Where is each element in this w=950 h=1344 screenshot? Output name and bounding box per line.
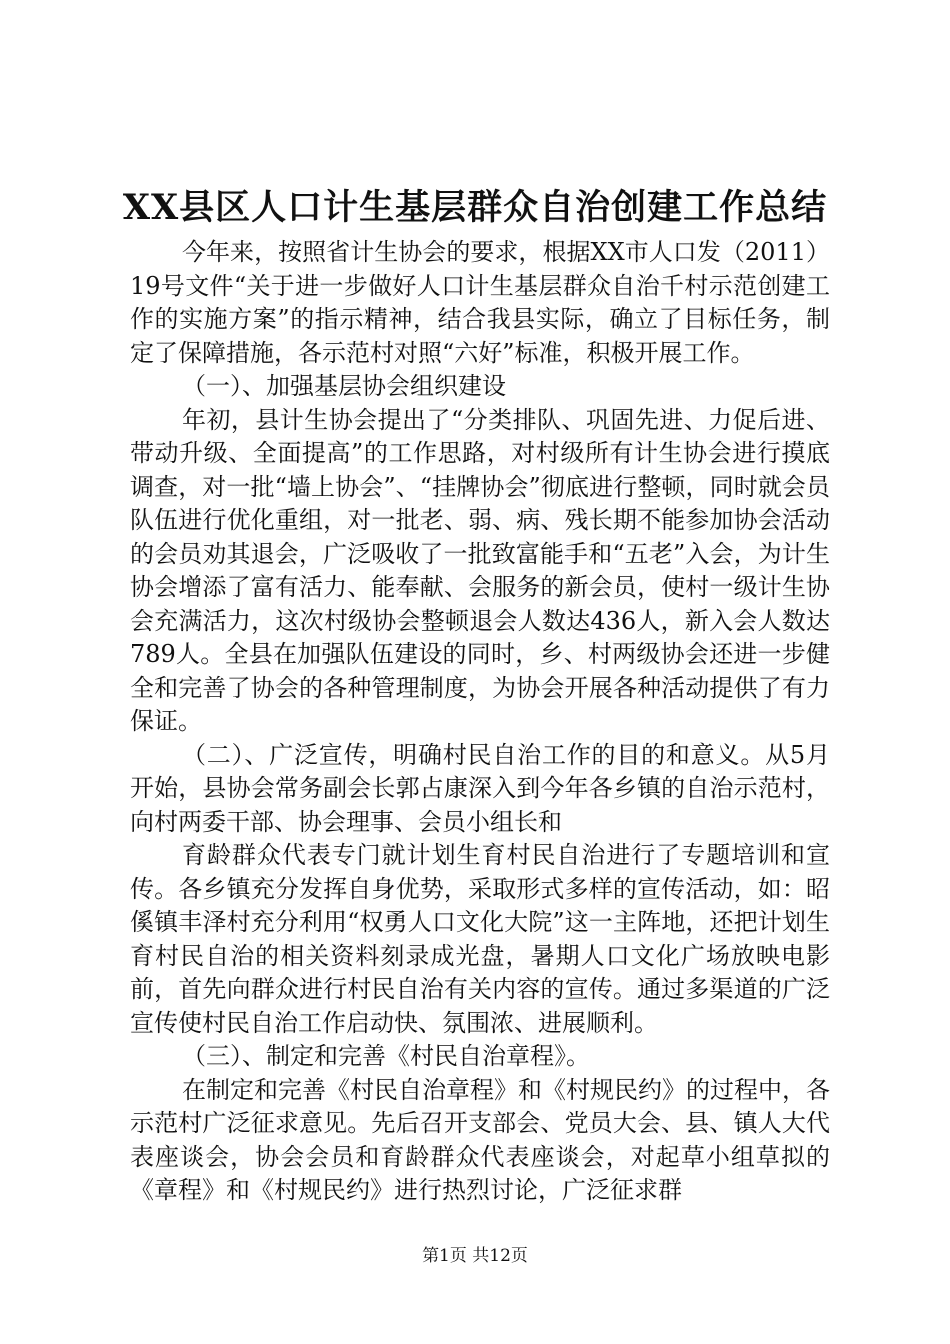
document-body [130, 236, 830, 1208]
page-number-footer: 第1页 共12页 [422, 1246, 528, 1266]
intro-paragraph: 今年来，按照省计生协会的要求，根据XX市人口发（2011）19号文件“关于进一步做好人口计生基层群众自治千村示范创建工作的实施方案”的指示精神，结合我县实际，确立了目标任务，制定了保障措施，各示范村对照“六好”标准，积极开展工作。 [130, 238, 830, 367]
document-title: XX县区人口计生基层群众自治创建工作总结 [122, 187, 828, 228]
section-3-paragraph: 在制定和完善《村民自治章程》和《村规民约》的过程中，各示范村广泛征求意见。先后召开支部会、党员大会、县、镇人大代表座谈会，协会会员和育龄群众代表座谈会，对起草小组草拟的《章程》和《村规民约》进行热烈讨论，广泛征求群 [130, 1075, 830, 1204]
section-heading-2: （二）、广泛宣传，明确村民自治工作的目的和意义。从5月开始，县协会常务副会长郭占康深入到今年各乡镇的自治示范村，向村两委干部、协会理事、会员小组长和 [130, 740, 830, 836]
section-heading-1: （一）、加强基层协会组织建设 [182, 372, 506, 400]
section-heading-3: （三）、制定和完善《村民自治章程》。 [182, 1042, 590, 1070]
section-1-paragraph: 年初，县计生协会提出了“分类排队、巩固先进、力促后进、带动升级、全面提高”的工作思路，对村级所有计生协会进行摸底调查，对一批“墙上协会”、“挂牌协会”彻底进行整顿，同时就会员队伍进行优化重组，对一批老、弱、病、残长期不能参加协会活动的会员劝其退会，广泛吸收了一批致富能手和“五老”入会，为计生协会增添了富有活力、能奉献、会服务的新会员，使村一级计生协会充满活力，这次村级协会整顿退会人数达436人，新入会人数达789人。全县在加强队伍建设的同时，乡、村两级协会还进一步健全和完善了协会的各种管理制度，为协会开展各种活动提供了有力保证。 [130, 405, 830, 735]
section-2-paragraph: 育龄群众代表专门就计划生育村民自治进行了专题培训和宣传。各乡镇充分发挥自身优势，采取形式多样的宣传活动，如：昭傒镇丰泽村充分利用“权勇人口文化大院”这一主阵地，还把计划生育村民自治的相关资料刻录成光盘，暑期人口文化广场放映电影前，首先向群众进行村民自治有关内容的宣传。通过多渠道的广泛宣传使村民自治工作启动快、氛围浓、进展顺利。 [130, 841, 830, 1037]
